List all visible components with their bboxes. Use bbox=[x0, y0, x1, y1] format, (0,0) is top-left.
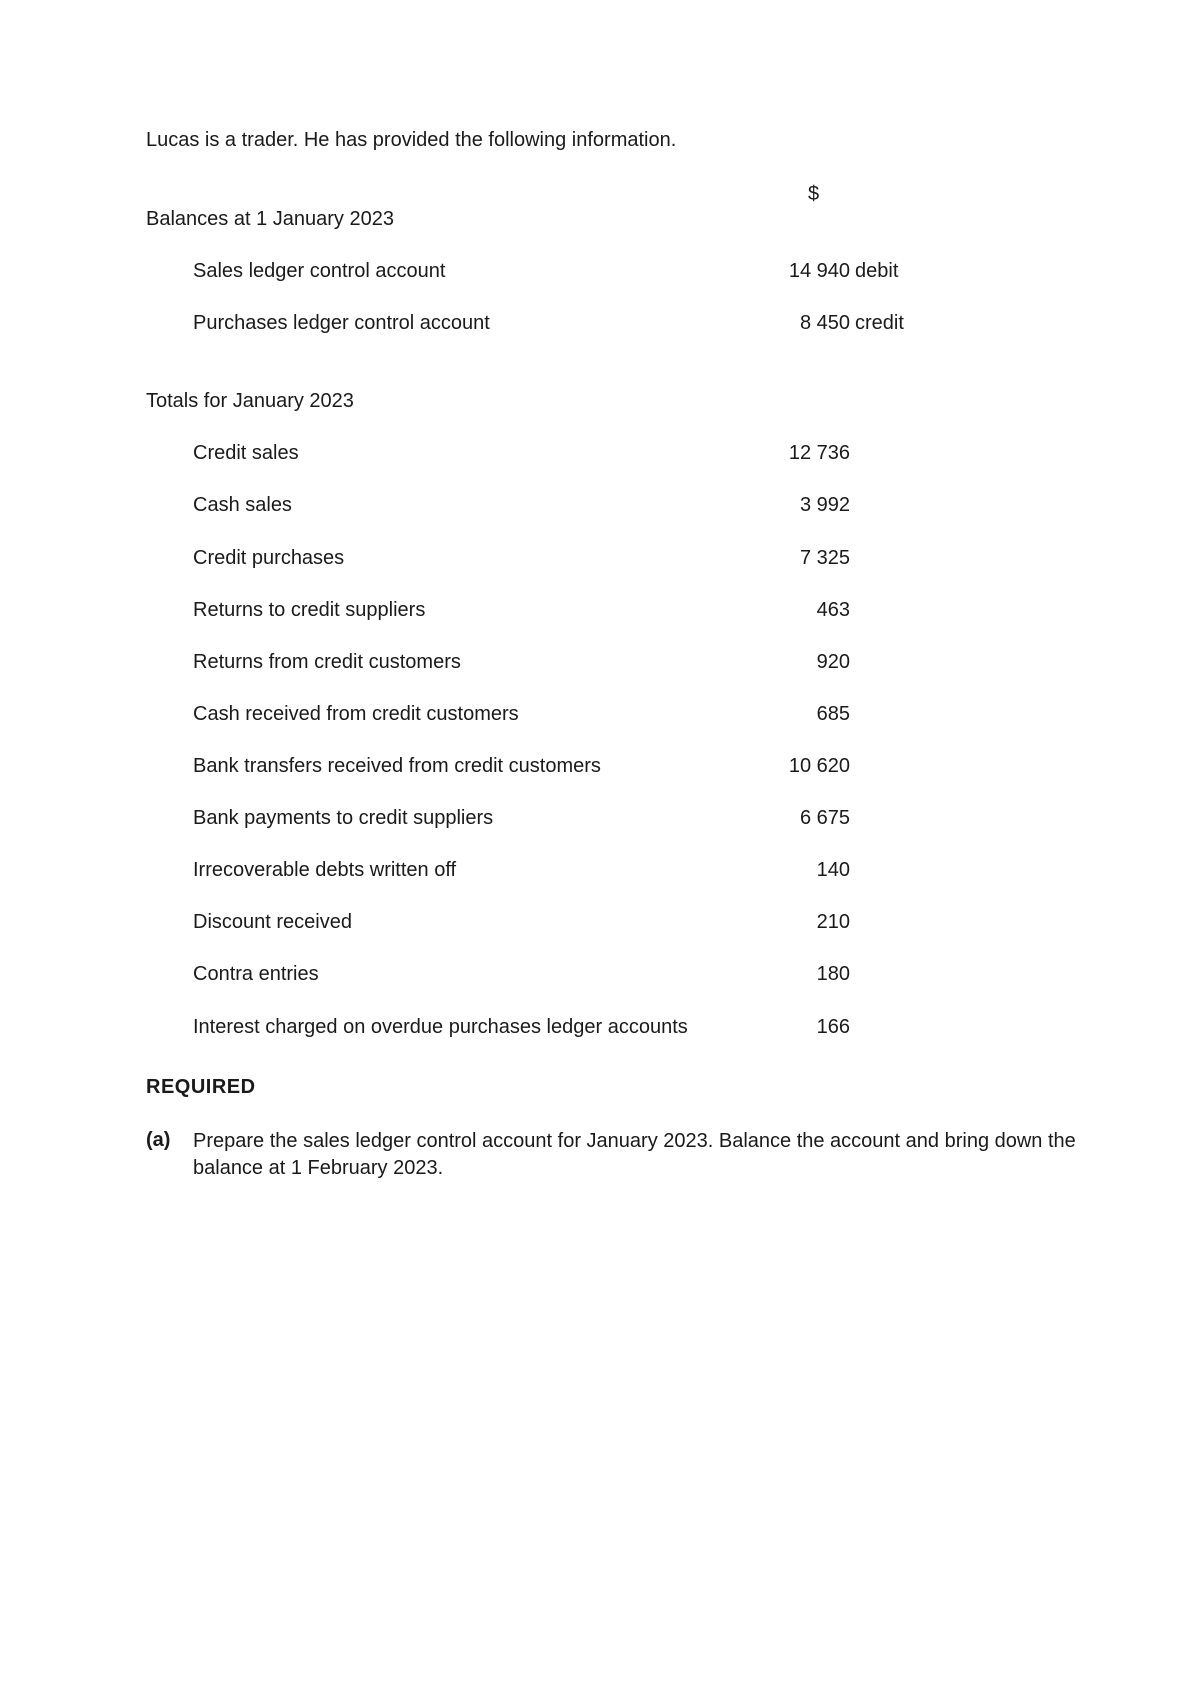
balance-row-note: debit bbox=[855, 260, 899, 282]
totals-row-amount: 210 bbox=[816, 911, 850, 933]
totals-row-label: Irrecoverable debts written off bbox=[193, 859, 457, 881]
balance-row-amount: 8 450 bbox=[799, 312, 850, 334]
totals-row-label: Bank payments to credit suppliers bbox=[193, 807, 494, 829]
totals-row-amount: 140 bbox=[816, 859, 850, 881]
balance-row-amount: 14 940 bbox=[788, 260, 850, 282]
question-text: Prepare the sales ledger control account for January 2023. Balance the account and bring down the balance at 1 February 2023. bbox=[193, 1130, 1076, 1179]
currency-header: $ bbox=[808, 183, 820, 205]
totals-row-label: Contra entries bbox=[193, 963, 319, 985]
totals-row-label: Returns to credit suppliers bbox=[193, 599, 426, 621]
totals-row-label: Bank transfers received from credit customers bbox=[193, 755, 601, 777]
intro-text: Lucas is a trader. He has provided the following information. bbox=[146, 129, 677, 151]
totals-row-amount: 166 bbox=[816, 1016, 850, 1038]
totals-heading: Totals for January 2023 bbox=[146, 390, 354, 412]
balance-row-note: credit bbox=[855, 312, 904, 334]
totals-row-label: Returns from credit customers bbox=[193, 651, 461, 673]
question-label: (a) bbox=[146, 1129, 171, 1151]
totals-row-amount: 3 992 bbox=[799, 494, 850, 516]
totals-row-label: Interest charged on overdue purchases ledger accounts bbox=[193, 1016, 688, 1038]
totals-row-amount: 6 675 bbox=[799, 807, 850, 829]
totals-row-amount: 12 736 bbox=[788, 442, 850, 464]
totals-row-label: Cash received from credit customers bbox=[193, 703, 519, 725]
totals-row-amount: 463 bbox=[816, 599, 850, 621]
totals-row-label: Credit purchases bbox=[193, 547, 345, 569]
totals-row-label: Credit sales bbox=[193, 442, 299, 464]
totals-row-amount: 180 bbox=[816, 963, 850, 985]
balance-row-label: Purchases ledger control account bbox=[193, 312, 490, 334]
totals-row-amount: 920 bbox=[816, 651, 850, 673]
balances-heading: Balances at 1 January 2023 bbox=[146, 208, 394, 230]
totals-row-label: Cash sales bbox=[193, 494, 292, 516]
totals-row-amount: 7 325 bbox=[799, 547, 850, 569]
required-heading: REQUIRED bbox=[146, 1076, 256, 1098]
balance-row-label: Sales ledger control account bbox=[193, 260, 446, 282]
totals-row-amount: 10 620 bbox=[788, 755, 850, 777]
totals-row-label: Discount received bbox=[193, 911, 352, 933]
totals-row-amount: 685 bbox=[816, 703, 850, 725]
